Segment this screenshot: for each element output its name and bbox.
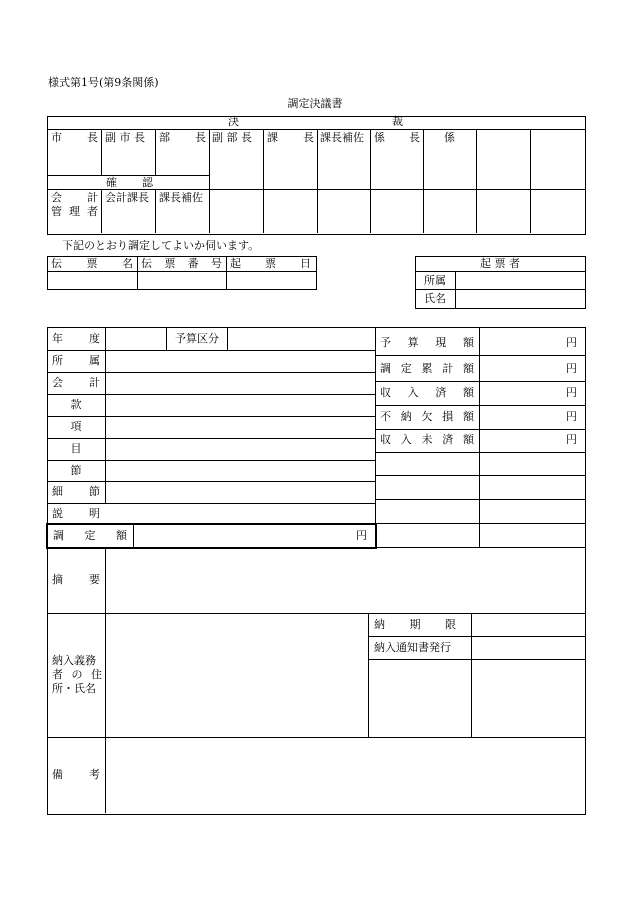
received-yen: 円: [566, 386, 577, 399]
summary-label: 摘 要: [52, 573, 100, 586]
budget-category-label: 予算区分: [175, 332, 219, 345]
budget-current-label: 予 算 現 額: [380, 336, 474, 349]
kakunin-label-1: 確: [106, 176, 117, 189]
fiscal-year-label: 年 度: [52, 332, 100, 345]
department-label: 所 属: [52, 354, 100, 367]
drafter-affiliation-label: 所属: [424, 274, 446, 287]
role-staff: 係: [444, 131, 455, 144]
assessment-amount-yen: 円: [356, 529, 367, 542]
role-section-chief: 課 長: [267, 131, 314, 144]
role-assistant-chief: 課長補佐: [320, 131, 364, 144]
uncollectible-yen: 円: [566, 410, 577, 423]
saisetsu-label: 細 節: [52, 485, 100, 498]
role-deputy-director: 副 部 長: [212, 131, 252, 144]
kan-label: 款: [70, 398, 82, 411]
drafter-name-label: 氏名: [424, 292, 446, 305]
role-mayor: 市 長: [51, 131, 98, 144]
setsu-label: 節: [70, 464, 82, 477]
assessment-cumulative-yen: 円: [566, 362, 577, 375]
form-number: 様式第1号(第9条関係): [48, 76, 159, 89]
role-unit-chief: 係 長: [374, 131, 420, 144]
description-label: 説 明: [52, 507, 100, 520]
request-text: 下記のとおり調定してよいか伺います。: [62, 239, 260, 252]
kessai-label-2: 裁: [392, 115, 403, 128]
notes-label: 備 考: [52, 768, 100, 781]
role-accounting-assistant: 課長補佐: [159, 191, 203, 204]
drafter-title: 起 票 者: [480, 257, 520, 270]
received-label: 収 入 済 額: [380, 386, 474, 399]
notice-issued-label: 納入通知書発行: [374, 641, 451, 654]
assessment-amount-label: 調 定 額: [53, 529, 127, 542]
assessment-cumulative-label: 調 定 累 計 額: [380, 362, 474, 375]
role-deputy-mayor: 副 市 長: [105, 131, 145, 144]
kou-label: 項: [70, 420, 82, 433]
role-director: 部 長: [159, 131, 206, 144]
outstanding-yen: 円: [566, 433, 577, 446]
deadline-label: 納 期 限: [374, 618, 456, 631]
kakunin-label-2: 認: [142, 176, 153, 189]
role-accounting-chief: 会計課長: [105, 191, 149, 204]
payer-address-label: 納入義務 者 の 住 所・氏名: [52, 654, 102, 695]
role-accounting-manager: 会 計 管 理 者: [51, 191, 98, 218]
uncollectible-label: 不 納 欠 損 額: [380, 410, 474, 423]
slip-number-header: 伝 票 番 号: [141, 257, 222, 270]
budget-current-yen: 円: [566, 336, 577, 349]
moku-label: 目: [70, 442, 82, 455]
account-label: 会 計: [52, 376, 100, 389]
slip-date-header: 起 票 日: [230, 257, 311, 270]
slip-name-header: 伝 票 名: [51, 257, 133, 270]
document-title: 調定決議書: [287, 97, 343, 110]
kessai-label-1: 決: [228, 115, 239, 128]
outstanding-label: 収 入 未 済 額: [380, 433, 474, 446]
